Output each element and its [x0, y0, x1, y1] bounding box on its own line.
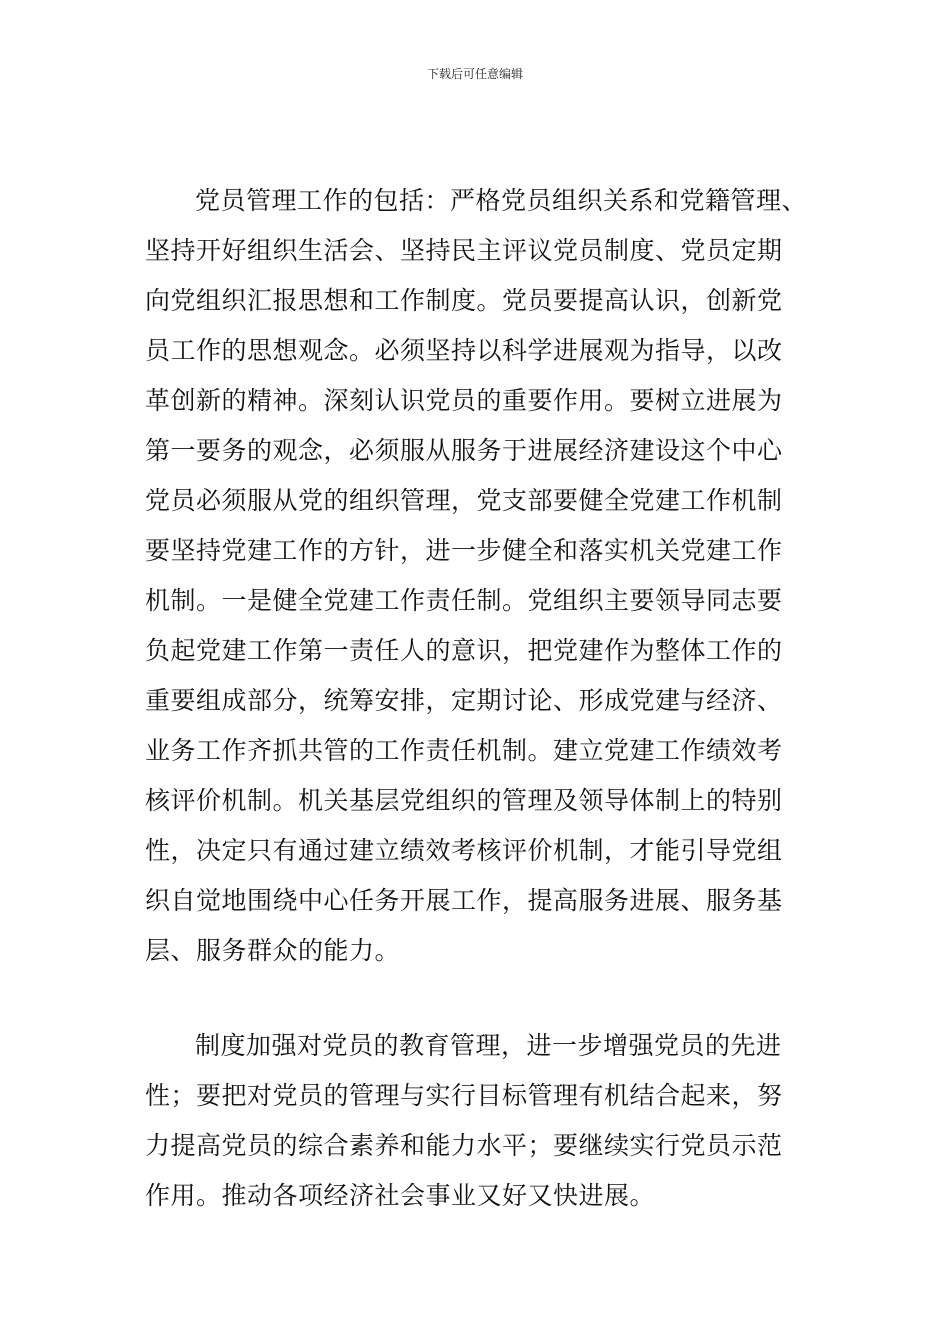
paragraph-2	[145, 1021, 810, 1221]
paragraph-line: 性，决定只有通过建立绩效考核评价机制，才能引导党组	[145, 836, 783, 865]
paragraph-line: 党员管理工作的包括：严格党员组织关系和党籍管理、	[195, 186, 808, 215]
header-note: 下载后可任意编辑	[426, 67, 523, 81]
paragraph-line: 织自觉地围绕中心任务开展工作，提高服务进展、服务基	[145, 886, 783, 915]
paragraph-line: 力提高党员的综合素养和能力水平；要继续实行党员示范	[145, 1131, 783, 1160]
paragraph-line: 员工作的思想观念。必须坚持以科学进展观为指导，以改	[145, 336, 783, 365]
paragraph-line: 层、服务群众的能力。	[145, 936, 401, 965]
paragraph-line: 机制。一是健全党建工作责任制。党组织主要领导同志要	[145, 586, 783, 615]
paragraph-line: 业务工作齐抓共管的工作责任机制。建立党建工作绩效考	[145, 736, 783, 765]
paragraph-line: 制度加强对党员的教育管理，进一步增强党员的先进	[195, 1031, 782, 1060]
paragraph-line: 向党组织汇报思想和工作制度。党员要提高认识，创新党	[145, 286, 783, 315]
paragraph-line: 负起党建工作第一责任人的意识，把党建作为整体工作的	[145, 636, 783, 665]
paragraph-line: 党员必须服从党的组织管理，党支部要健全党建工作机制	[145, 486, 783, 515]
paragraph-line: 革创新的精神。深刻认识党员的重要作用。要树立进展为	[145, 386, 783, 415]
paragraph-line: 坚持开好组织生活会、坚持民主评议党员制度、党员定期	[145, 236, 783, 265]
paragraph-line: 核评价机制。机关基层党组织的管理及领导体制上的特别	[145, 786, 783, 815]
paragraph-line: 重要组成部分，统筹安排，定期讨论、形成党建与经济、	[145, 686, 783, 715]
paragraph-line: 要坚持党建工作的方针，进一步健全和落实机关党建工作	[145, 536, 783, 565]
paragraph-line: 性；要把对党员的管理与实行目标管理有机结合起来，努	[145, 1081, 783, 1110]
paragraph-line: 作用。推动各项经济社会事业又好又快进展。	[145, 1181, 656, 1210]
paragraph-line: 第一要务的观念，必须服从服务于进展经济建设这个中心	[145, 436, 783, 465]
paragraph-1	[145, 176, 810, 976]
